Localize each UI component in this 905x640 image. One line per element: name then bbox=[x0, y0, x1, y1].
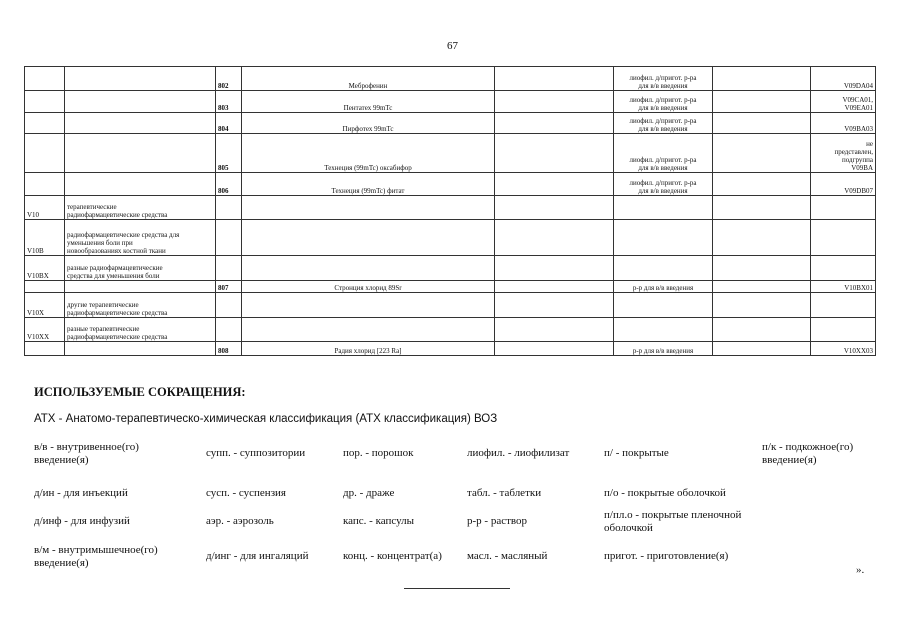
dosage-form-cell: р-р для в/в введения bbox=[614, 342, 713, 356]
abbreviations-title: ИСПОЛЬЗУЕМЫЕ СОКРАЩЕНИЯ: bbox=[34, 385, 246, 399]
empty-cell bbox=[713, 91, 811, 113]
group-name-cell: разные радиофармацевтические средства для уменьшения боли bbox=[65, 256, 216, 281]
drug-table bbox=[24, 66, 876, 356]
empty-cell bbox=[713, 318, 811, 342]
drug-atc-cell: V09BA03 bbox=[811, 113, 876, 134]
empty-cell bbox=[495, 256, 614, 281]
empty-cell bbox=[495, 220, 614, 256]
empty-cell bbox=[713, 67, 811, 91]
item-number-cell bbox=[216, 318, 242, 342]
atx-definition: АТХ - Анатомо-терапевтическо-химическая классификация (АТХ классификация) ВОЗ bbox=[34, 413, 498, 425]
group-name-cell bbox=[65, 134, 216, 173]
drug-name-cell: Технеция (99mTc) фитат bbox=[242, 173, 495, 196]
group-name-cell bbox=[65, 67, 216, 91]
drug-atc-cell bbox=[811, 318, 876, 342]
abbreviation-item: пор. - порошок bbox=[343, 447, 414, 459]
abbreviation-item: аэр. - аэрозоль bbox=[206, 515, 274, 527]
item-number-cell bbox=[216, 256, 242, 281]
atc-code-cell: V10XX bbox=[25, 318, 65, 342]
atc-code-cell: V10X bbox=[25, 293, 65, 318]
empty-cell bbox=[495, 293, 614, 318]
abbreviation-item: др. - драже bbox=[343, 487, 395, 499]
group-name-cell bbox=[65, 173, 216, 196]
atc-code-cell bbox=[25, 281, 65, 293]
item-number-cell: 807 bbox=[216, 281, 242, 293]
empty-cell bbox=[713, 256, 811, 281]
item-number-cell: 802 bbox=[216, 67, 242, 91]
group-name-cell bbox=[65, 113, 216, 134]
drug-atc-cell: V09DA04 bbox=[811, 67, 876, 91]
abbreviation-item: пригот. - приготовление(я) bbox=[604, 550, 729, 562]
empty-cell bbox=[495, 173, 614, 196]
atc-code-cell: V10B bbox=[25, 220, 65, 256]
drug-atc-cell bbox=[811, 196, 876, 220]
table-row bbox=[25, 342, 876, 356]
empty-cell bbox=[713, 196, 811, 220]
drug-name-cell bbox=[242, 196, 495, 220]
table-row bbox=[25, 113, 876, 134]
drug-name-cell bbox=[242, 318, 495, 342]
item-number-cell: 806 bbox=[216, 173, 242, 196]
table-row bbox=[25, 318, 876, 342]
item-number-cell bbox=[216, 220, 242, 256]
drug-name-cell: Технеция (99mTc) оксабифор bbox=[242, 134, 495, 173]
drug-name-cell: Радия хлорид [223 Ra] bbox=[242, 342, 495, 356]
dosage-form-cell: р-р для в/в введения bbox=[614, 281, 713, 293]
atc-code-cell bbox=[25, 91, 65, 113]
table-row bbox=[25, 91, 876, 113]
abbreviation-item: в/м - внутримышечное(го) введение(я) bbox=[34, 544, 158, 569]
empty-cell bbox=[713, 342, 811, 356]
group-name-cell bbox=[65, 342, 216, 356]
abbreviation-item: д/инф - для инфузий bbox=[34, 515, 130, 527]
drug-name-cell bbox=[242, 293, 495, 318]
drug-atc-cell: V10BX01 bbox=[811, 281, 876, 293]
dosage-form-cell: лиофил. д/пригот. р-ра для в/в введения bbox=[614, 173, 713, 196]
empty-cell bbox=[495, 134, 614, 173]
item-number-cell: 804 bbox=[216, 113, 242, 134]
dosage-form-cell bbox=[614, 196, 713, 220]
empty-cell bbox=[495, 113, 614, 134]
table-row bbox=[25, 134, 876, 173]
dosage-form-cell bbox=[614, 220, 713, 256]
drug-name-cell bbox=[242, 220, 495, 256]
abbreviation-item: масл. - масляный bbox=[467, 550, 548, 562]
empty-cell bbox=[495, 281, 614, 293]
drug-atc-cell: V10XX03 bbox=[811, 342, 876, 356]
page-number: 67 bbox=[447, 40, 458, 52]
end-mark: ». bbox=[856, 564, 865, 576]
dosage-form-cell bbox=[614, 256, 713, 281]
empty-cell bbox=[713, 281, 811, 293]
item-number-cell bbox=[216, 196, 242, 220]
drug-atc-cell: V09CA01, V09EA01 bbox=[811, 91, 876, 113]
drug-name-cell: Стронция хлорид 89Sr bbox=[242, 281, 495, 293]
atc-code-cell bbox=[25, 342, 65, 356]
empty-cell bbox=[495, 91, 614, 113]
empty-cell bbox=[713, 293, 811, 318]
atc-code-cell bbox=[25, 67, 65, 91]
abbreviation-item: в/в - внутривенное(го) введение(я) bbox=[34, 441, 139, 466]
empty-cell bbox=[495, 342, 614, 356]
drug-name-cell: Меброфенин bbox=[242, 67, 495, 91]
abbreviation-item: табл. - таблетки bbox=[467, 487, 542, 499]
abbreviation-item: р-р - раствор bbox=[467, 515, 528, 527]
atc-code-cell: V10 bbox=[25, 196, 65, 220]
item-number-cell bbox=[216, 293, 242, 318]
drug-atc-cell: V09DB07 bbox=[811, 173, 876, 196]
abbreviation-item: лиофил. - лиофилизат bbox=[467, 447, 570, 459]
group-name-cell: терапевтические радиофармацевтические средства bbox=[65, 196, 216, 220]
abbreviation-item: д/ин - для инъекций bbox=[34, 487, 128, 499]
drug-atc-cell bbox=[811, 220, 876, 256]
table-row bbox=[25, 281, 876, 293]
empty-cell bbox=[495, 318, 614, 342]
atc-code-cell bbox=[25, 113, 65, 134]
item-number-cell: 803 bbox=[216, 91, 242, 113]
item-number-cell: 808 bbox=[216, 342, 242, 356]
abbreviation-item: д/инг - для ингаляций bbox=[206, 550, 309, 562]
table-row bbox=[25, 173, 876, 196]
abbreviation-item: п/о - покрытые оболочкой bbox=[604, 487, 726, 499]
atc-code-cell bbox=[25, 134, 65, 173]
group-name-cell bbox=[65, 281, 216, 293]
atc-code-cell bbox=[25, 173, 65, 196]
empty-cell bbox=[713, 134, 811, 173]
abbreviation-item: капс. - капсулы bbox=[343, 515, 415, 527]
atc-code-cell: V10BX bbox=[25, 256, 65, 281]
group-name-cell: радиофармацевтические средства для уменьшения боли при новообразованиях костной ткани bbox=[65, 220, 216, 256]
table-row bbox=[25, 293, 876, 318]
empty-cell bbox=[713, 220, 811, 256]
drug-name-cell: Пирфотех 99mTc bbox=[242, 113, 495, 134]
footer-rule bbox=[404, 588, 510, 589]
group-name-cell bbox=[65, 91, 216, 113]
drug-atc-cell: не представлен, подгруппа V09BA bbox=[811, 134, 876, 173]
drug-atc-cell bbox=[811, 256, 876, 281]
empty-cell bbox=[713, 173, 811, 196]
drug-name-cell: Пентатех 99mTc bbox=[242, 91, 495, 113]
abbreviation-item: п/пл.о - покрытые пленочной оболочкой bbox=[604, 509, 742, 534]
abbreviation-item: п/ - покрытые bbox=[604, 447, 669, 459]
dosage-form-cell: лиофил. д/пригот. р-ра для в/в введения bbox=[614, 113, 713, 134]
drug-atc-cell bbox=[811, 293, 876, 318]
dosage-form-cell: лиофил. д/пригот. р-ра для в/в введения bbox=[614, 67, 713, 91]
dosage-form-cell bbox=[614, 318, 713, 342]
table-row bbox=[25, 256, 876, 281]
group-name-cell: другие терапевтические радиофармацевтические средства bbox=[65, 293, 216, 318]
dosage-form-cell bbox=[614, 293, 713, 318]
abbreviation-item: сусп. - суспензия bbox=[206, 487, 286, 499]
abbreviation-item: супп. - суппозитории bbox=[206, 447, 306, 459]
empty-cell bbox=[495, 196, 614, 220]
abbreviation-item: п/к - подкожное(го) введение(я) bbox=[762, 441, 854, 466]
empty-cell bbox=[495, 67, 614, 91]
table-row bbox=[25, 220, 876, 256]
table-row bbox=[25, 67, 876, 91]
item-number-cell: 805 bbox=[216, 134, 242, 173]
table-row bbox=[25, 196, 876, 220]
dosage-form-cell: лиофил. д/пригот. р-ра для в/в введения bbox=[614, 134, 713, 173]
dosage-form-cell: лиофил. д/пригот. р-ра для в/в введения bbox=[614, 91, 713, 113]
group-name-cell: разные терапевтические радиофармацевтические средства bbox=[65, 318, 216, 342]
abbreviation-item: конц. - концентрат(а) bbox=[343, 550, 442, 562]
empty-cell bbox=[713, 113, 811, 134]
drug-name-cell bbox=[242, 256, 495, 281]
